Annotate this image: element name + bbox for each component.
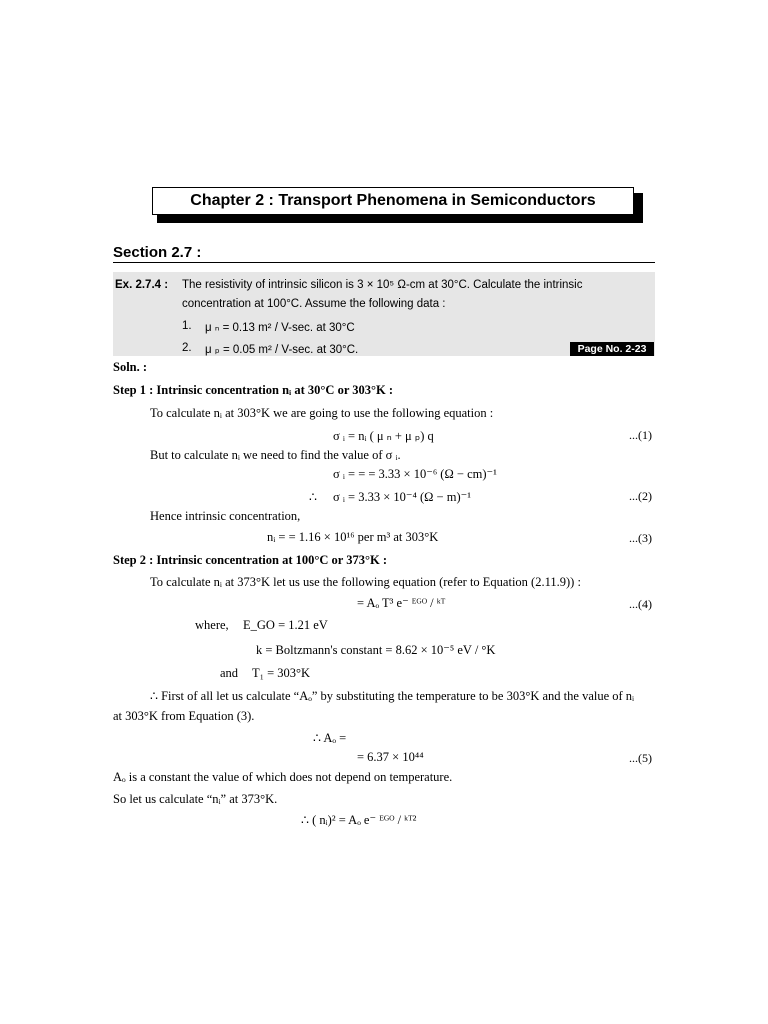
example-item-1-number: 1. (182, 320, 192, 332)
example-item-2-text: μ ₚ = 0.05 m² / V-sec. at 30°C. (205, 344, 359, 356)
step-2-text-1: To calculate nᵢ at 373°K let us use the following equation (refer to Equation (2.11.9)) : (150, 575, 581, 589)
example-item-1-text: μ ₙ = 0.13 m² / V-sec. at 30°C (205, 322, 355, 334)
paragraph-1-line-1: ∴ First of all let us calculate “Aₒ” by substituting the temperature to be 303°K and the value of nᵢ (150, 689, 635, 703)
where-temperature: T₁ = 303°K (252, 666, 311, 680)
equation-2b: σ ᵢ = 3.33 × 10⁻⁴ (Ω − m)⁻¹ (333, 490, 471, 504)
example-item-2-number: 2. (182, 342, 192, 354)
step-1-text-2: But to calculate nᵢ we need to find the value of σ ᵢ. (150, 448, 401, 462)
chapter-title: Chapter 2 : Transport Phenomena in Semiconductors (190, 192, 596, 209)
equation-1: σ ᵢ = nᵢ ( μ ₙ + μ ₚ) q (333, 429, 434, 443)
equation-3: nᵢ = = 1.16 × 10¹⁶ per m³ at 303°K (267, 530, 439, 544)
paragraph-1-line-2: at 303°K from Equation (3). (113, 709, 255, 723)
equation-5-number: ...(5) (629, 751, 652, 765)
section-title: Section 2.7 : (113, 244, 202, 261)
section-divider (113, 262, 655, 263)
page-reference-badge: Page No. 2-23 (570, 342, 654, 356)
and-label: and (220, 666, 239, 680)
example-label: Ex. 2.7.4 : (115, 279, 169, 291)
equation-2a: σ ᵢ = = = 3.33 × 10⁻⁶ (Ω − cm)⁻¹ (333, 467, 497, 481)
paragraph-3: So let us calculate “nᵢ” at 373°K. (113, 792, 278, 806)
solution-label: Soln. : (113, 360, 148, 374)
equation-4: = Aₒ T³ e⁻ ᴱᴳᴼ / ᵏᵀ (357, 596, 446, 610)
step-1-heading: Step 1 : Intrinsic concentration nᵢ at 30°C or 303°K : (113, 383, 394, 397)
paragraph-2: Aₒ is a constant the value of which does not depend on temperature. (113, 770, 453, 784)
where-label: where, (195, 618, 229, 632)
chapter-title-box (152, 187, 634, 215)
equation-1-number: ...(1) (629, 428, 652, 442)
example-text-line-1: The resistivity of intrinsic silicon is 3 × 10⁵ Ω-cm at 30°C. Calculate the intrinsic (182, 279, 583, 291)
where-egap: E_GO = 1.21 eV (243, 618, 328, 632)
equation-5b: = 6.37 × 10⁴⁴ (357, 750, 424, 764)
where-boltzmann: k = Boltzmann's constant = 8.62 × 10⁻⁵ eV / °K (256, 643, 496, 657)
step-2-heading: Step 2 : Intrinsic concentration at 100°C or 373°K : (113, 553, 387, 567)
equation-5a: ∴ Aₒ = (313, 731, 347, 745)
step-1-text-3: Hence intrinsic concentration, (150, 509, 301, 523)
example-text-line-2: concentration at 100°C. Assume the following data : (182, 298, 446, 310)
equation-2-number: ...(2) (629, 489, 652, 503)
therefore-symbol: ∴ (309, 490, 317, 504)
equation-6: ∴ ( nᵢ)² = Aₒ e⁻ ᴱᴳᴼ / ᵏᵀ² (301, 813, 417, 827)
equation-4-number: ...(4) (629, 597, 652, 611)
step-1-text-1: To calculate nᵢ at 303°K we are going to use the following equation : (150, 406, 494, 420)
equation-3-number: ...(3) (629, 531, 652, 545)
